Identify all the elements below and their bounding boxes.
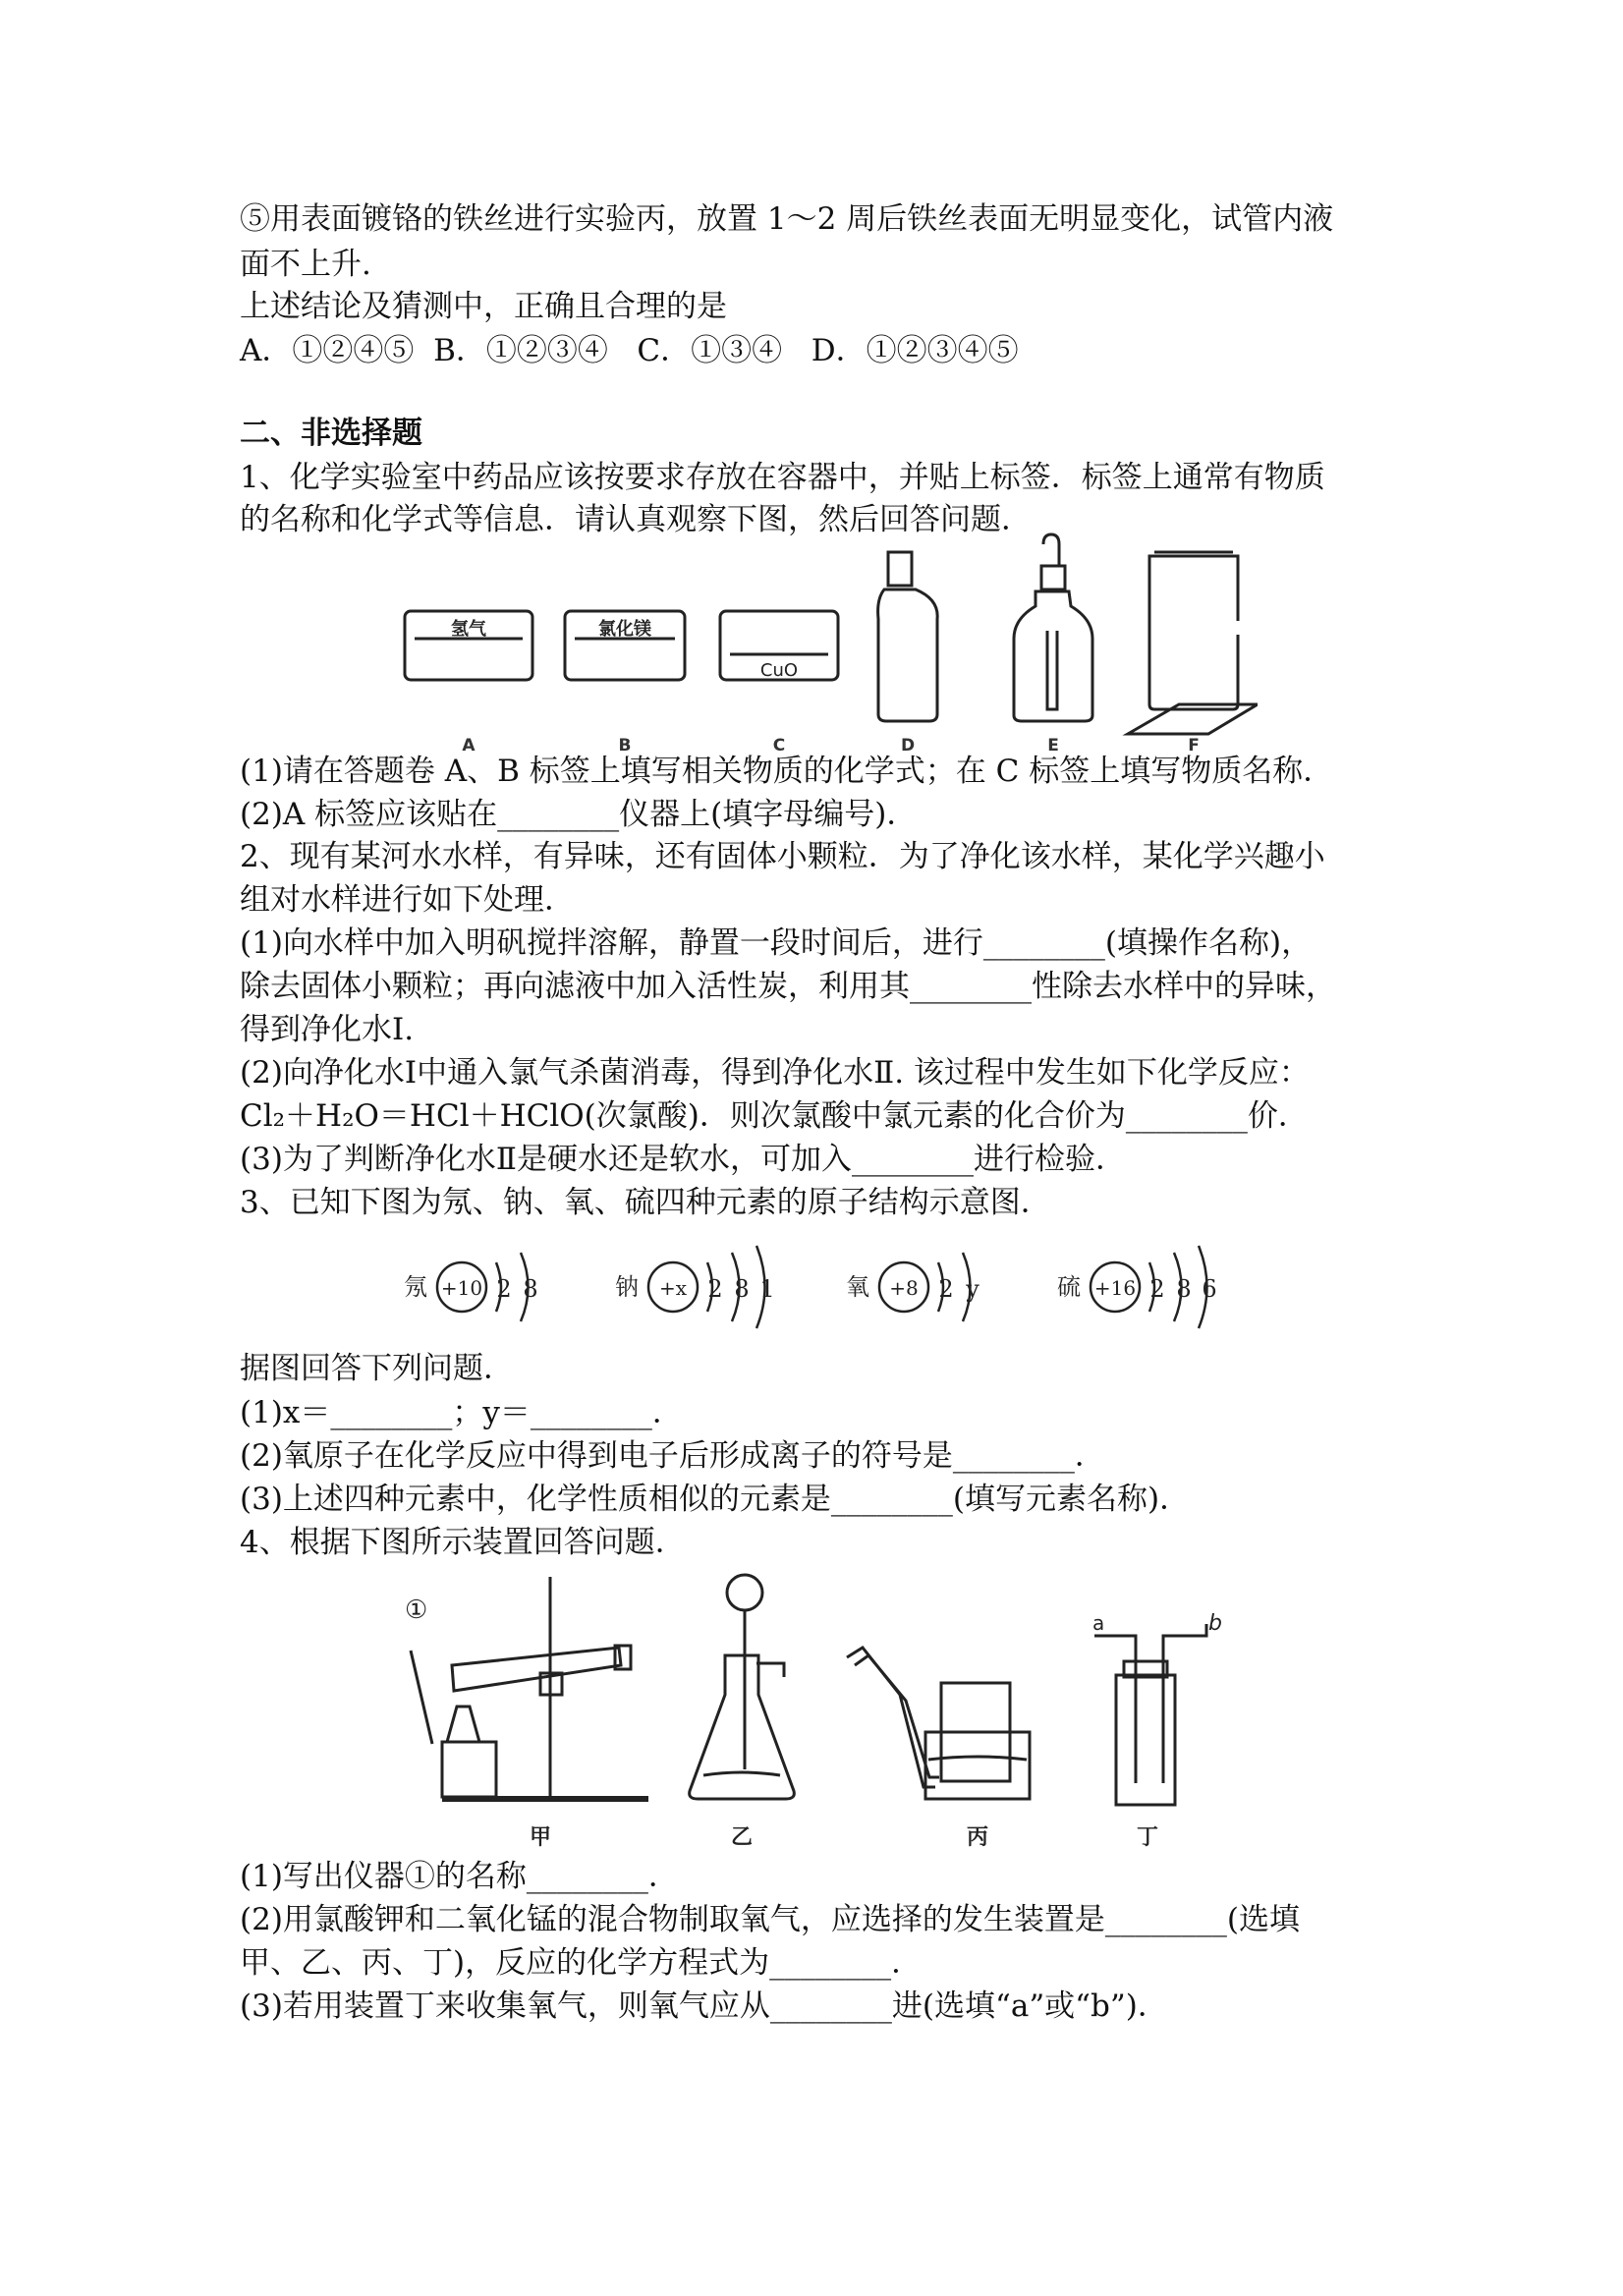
electron-count: 2 [707, 1275, 723, 1303]
figure-letter: B [618, 736, 632, 756]
apparatus-name: 丙 [966, 1824, 989, 1850]
text-line: 上述结论及猜测中，正确且合理的是 [240, 289, 727, 324]
nucleus-charge: +8 [889, 1276, 919, 1300]
element-name: 氧 [846, 1273, 869, 1301]
electron-count: 2 [938, 1275, 954, 1303]
figure-letter: F [1188, 736, 1200, 756]
question-4-stem: 4、根据下图所示装置回答问题． [240, 1525, 686, 1560]
answer-options: A．①②④⑤ B．①②③④ C．①③④ D．①②③④⑤ [240, 333, 1019, 368]
label-b-text: 氯化镁 [598, 619, 651, 640]
element-name: 钠 [615, 1273, 639, 1301]
apparatus-name: 乙 [730, 1824, 754, 1850]
nucleus-charge: +10 [440, 1276, 483, 1300]
question-3-part-1: (1)x＝________；y＝________． [240, 1395, 683, 1430]
electron-count: 8 [734, 1275, 750, 1303]
question-4-part-2: 甲、乙、丙、丁)，反应的化学方程式为________． [240, 1945, 923, 1981]
question-1-stem: 的名称和化学式等信息．请认真观察下图，然后回答问题． [240, 502, 1032, 537]
marker-1: ① [405, 1596, 428, 1625]
section-heading: 二、非选择题 [240, 416, 422, 451]
question-3-part-3: (3)上述四种元素中，化学性质相似的元素是________(填写元素名称)． [240, 1482, 1191, 1517]
figure-letter: D [900, 736, 916, 756]
nucleus-charge: +16 [1093, 1276, 1137, 1300]
electron-count: 2 [1149, 1275, 1165, 1303]
question-4-part-2: (2)用氯酸钾和二氧化锰的混合物制取氧气，应选择的发生装置是________(选填 [240, 1902, 1301, 1937]
figure-labels-and-containers [393, 532, 1258, 758]
question-2-part-1: 得到净化水Ⅰ. [240, 1012, 415, 1047]
element-name: 氖 [404, 1273, 427, 1301]
question-1-stem: 1、化学实验室中药品应该按要求存放在容器中，并贴上标签．标签上通常有物质 [240, 460, 1325, 495]
label-c-text: CuO [759, 660, 799, 681]
question-2-stem: 2、现有某河水水样，有异味，还有固体小颗粒．为了净化该水样，某化学兴趣小 [240, 839, 1325, 874]
electron-count: 6 [1202, 1275, 1217, 1303]
electron-count: 2 [496, 1275, 512, 1303]
question-4-part-1: (1)写出仪器①的名称________． [240, 1859, 679, 1894]
question-2-part-1: (1)向水样中加入明矾搅拌溶解，静置一段时间后，进行________(填操作名称)， [240, 925, 1313, 961]
electron-count: 8 [1176, 1275, 1192, 1303]
apparatus-name: 丁 [1136, 1824, 1159, 1850]
apparatus-name: 甲 [529, 1824, 552, 1850]
question-3-stem: 据图回答下列问题． [240, 1351, 514, 1386]
element-name: 硫 [1057, 1273, 1081, 1301]
question-2-stem: 组对水样进行如下处理． [240, 882, 575, 918]
figure-letter: A [462, 736, 476, 756]
question-2-part-3: (3)为了判断净化水Ⅱ是硬水还是软水，可加入________进行检验． [240, 1142, 1126, 1177]
question-2-part-2: (2)向净化水Ⅰ中通入氯气杀菌消毒，得到净化水Ⅱ. 该过程中发生如下化学反应： [240, 1055, 1310, 1091]
text-line: 面不上升. [240, 247, 371, 282]
figure-atomic-structures [388, 1238, 1253, 1346]
tube-label-a: a [1092, 1611, 1105, 1635]
text-line: ⑤用表面镀铬的铁丝进行实验丙，放置 1～2 周后铁丝表面无明显变化，试管内液 [240, 201, 1334, 237]
electron-count: y [966, 1275, 979, 1303]
question-3-part-2: (2)氧原子在化学反应中得到电子后形成离子的符号是________． [240, 1438, 1105, 1474]
nucleus-charge: +x [658, 1276, 688, 1300]
question-1-part-2: (2)A 标签应该贴在________仪器上(填字母编号)． [240, 797, 918, 832]
question-3-stem: 3、已知下图为氖、钠、氧、硫四种元素的原子结构示意图． [240, 1185, 1051, 1220]
question-4-part-3: (3)若用装置丁来收集氧气，则氧气应从________进(选填“a”或“b”)． [240, 1988, 1168, 2024]
question-2-part-2: Cl₂＋H₂O＝HCl＋HClO(次氯酸)．则次氯酸中氯元素的化合价为________价． [240, 1098, 1309, 1134]
electron-count: 8 [523, 1275, 538, 1303]
tube-label-b: b [1208, 1611, 1222, 1636]
label-a-text: 氢气 [451, 619, 486, 640]
figure-lab-apparatus [393, 1567, 1258, 1852]
electron-count: 1 [759, 1275, 775, 1303]
figure-letter: E [1047, 736, 1059, 756]
figure-letter: C [772, 736, 786, 756]
question-1-part-1: (1)请在答题卷 A、B 标签上填写相关物质的化学式；在 C 标签上填写物质名称． [240, 754, 1334, 789]
question-2-part-1: 除去固体小颗粒；再向滤液中加入活性炭，利用其________性除去水样中的异味， [240, 969, 1336, 1004]
